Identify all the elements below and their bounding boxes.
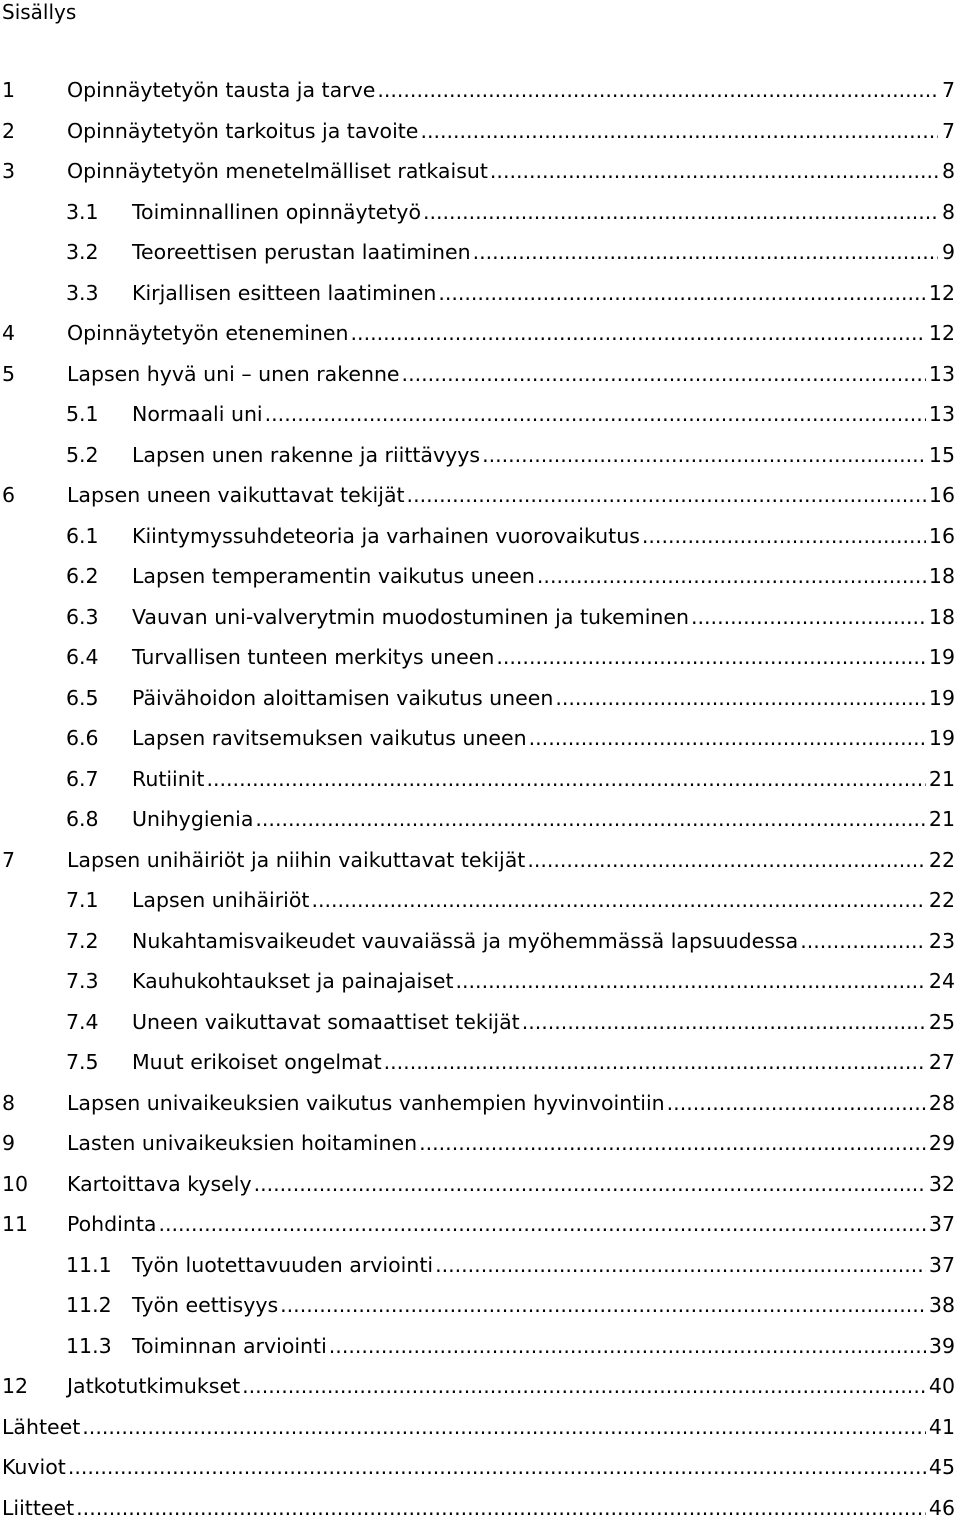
toc-entry-number: 6.7 xyxy=(66,767,132,791)
toc-entry-title: Lasten univaikeuksien hoitaminen xyxy=(67,1131,417,1155)
toc-entry[interactable] xyxy=(0,313,958,354)
toc-entry-number: 11 xyxy=(0,1212,67,1236)
toc-entry-number: 8 xyxy=(0,1091,67,1115)
toc-entry-title: Päivähoidon aloittamisen vaikutus uneen xyxy=(132,686,553,710)
dot-leader xyxy=(555,686,926,710)
toc-entry-page-number: 22 xyxy=(929,848,958,872)
toc-entry-title: Toiminnallinen opinnäytetyö xyxy=(132,200,421,224)
toc-entry-number: 2 xyxy=(0,119,67,143)
toc-entry-page-number: 16 xyxy=(929,483,958,507)
toc-entry-page-number: 8 xyxy=(941,200,958,224)
toc-entry-page-number: 21 xyxy=(929,767,958,791)
toc-entry-title: Lapsen unihäiriöt xyxy=(132,888,309,912)
dot-leader xyxy=(496,645,926,669)
toc-entry-title: Opinnäytetyön tarkoitus ja tavoite xyxy=(67,119,418,143)
toc-entry-title: Liitteet xyxy=(0,1496,74,1520)
dot-leader xyxy=(438,281,926,305)
toc-entry-title: Lapsen ravitsemuksen vaikutus uneen xyxy=(132,726,527,750)
dot-leader xyxy=(423,200,938,224)
toc-entry-number: 5.2 xyxy=(66,443,132,467)
dot-leader xyxy=(377,78,938,102)
toc-entry-title: Pohdinta xyxy=(67,1212,156,1236)
toc-entry-number: 3 xyxy=(0,159,67,183)
dot-leader xyxy=(407,483,926,507)
toc-entry-number: 6.4 xyxy=(66,645,132,669)
toc-entry[interactable] xyxy=(0,70,958,111)
toc-entry-title: Lapsen uneen vaikuttavat tekijät xyxy=(67,483,405,507)
toc-entry-page-number: 27 xyxy=(929,1050,958,1074)
toc-entry-page-number: 7 xyxy=(941,78,958,102)
dot-leader xyxy=(490,159,938,183)
toc-entry-page-number: 28 xyxy=(929,1091,958,1115)
toc-entry[interactable] xyxy=(0,1326,958,1367)
toc-entry[interactable] xyxy=(0,1083,958,1124)
dot-leader xyxy=(435,1253,926,1277)
toc-entry-title: Lapsen unen rakenne ja riittävyys xyxy=(132,443,480,467)
toc-entry-page-number: 12 xyxy=(929,281,958,305)
toc-entry-title: Kuviot xyxy=(0,1455,66,1479)
toc-entry[interactable] xyxy=(0,232,958,273)
toc-entry-page-number: 19 xyxy=(929,645,958,669)
toc-entry-title: Uneen vaikuttavat somaattiset tekijät xyxy=(132,1010,520,1034)
dot-leader xyxy=(456,969,926,993)
dot-leader xyxy=(527,848,926,872)
toc-entry-page-number: 40 xyxy=(929,1374,958,1398)
toc-entry-number: 6.8 xyxy=(66,807,132,831)
toc-entry-number: 6.2 xyxy=(66,564,132,588)
toc-entry-page-number: 23 xyxy=(929,929,958,953)
dot-leader xyxy=(68,1455,926,1479)
toc-entry-number: 7.3 xyxy=(66,969,132,993)
toc-entry[interactable] xyxy=(0,354,958,395)
dot-leader xyxy=(384,1050,926,1074)
toc-entry[interactable] xyxy=(0,1245,958,1286)
toc-entry-number: 7.4 xyxy=(66,1010,132,1034)
toc-entry[interactable] xyxy=(0,1407,958,1448)
dot-leader xyxy=(351,321,926,345)
toc-entry[interactable] xyxy=(0,961,958,1002)
toc-entry-number: 6.6 xyxy=(66,726,132,750)
toc-entry-page-number: 15 xyxy=(929,443,958,467)
toc-entry-page-number: 9 xyxy=(941,240,958,264)
toc-entry-title: Nukahtamisvaikeudet vauvaiässä ja myöhemmässä lapsuudessa xyxy=(132,929,798,953)
toc-entry[interactable] xyxy=(0,799,958,840)
toc-entry-page-number: 19 xyxy=(929,726,958,750)
toc-entry[interactable] xyxy=(0,1123,958,1164)
dot-leader xyxy=(420,119,938,143)
toc-entry-page-number: 41 xyxy=(929,1415,958,1439)
toc-entry-title: Kauhukohtaukset ja painajaiset xyxy=(132,969,454,993)
toc-entry-title: Unihygienia xyxy=(132,807,253,831)
dot-leader xyxy=(76,1496,926,1520)
toc-entry[interactable] xyxy=(0,516,958,557)
toc-entry[interactable] xyxy=(0,637,958,678)
toc-entry[interactable] xyxy=(0,1204,958,1245)
toc-entry[interactable] xyxy=(0,273,958,314)
toc-entry-number: 11.2 xyxy=(66,1293,132,1317)
dot-leader xyxy=(482,443,926,467)
toc-entry-page-number: 25 xyxy=(929,1010,958,1034)
toc-entry-page-number: 22 xyxy=(929,888,958,912)
toc-entry-title: Jatkotutkimukset xyxy=(67,1374,240,1398)
toc-entry-title: Rutiinit xyxy=(132,767,204,791)
toc-entry-page-number: 39 xyxy=(929,1334,958,1358)
toc-entry-title: Teoreettisen perustan laatiminen xyxy=(132,240,471,264)
toc-entry[interactable] xyxy=(0,1285,958,1326)
toc-entry-page-number: 37 xyxy=(929,1212,958,1236)
toc-entry-number: 9 xyxy=(0,1131,67,1155)
toc-entry[interactable] xyxy=(0,759,958,800)
toc-entry[interactable] xyxy=(0,556,958,597)
toc-entry[interactable] xyxy=(0,192,958,233)
toc-entry-title: Vauvan uni-valverytmin muodostuminen ja tukeminen xyxy=(132,605,689,629)
toc-entry-title: Lähteet xyxy=(0,1415,80,1439)
toc-entry[interactable] xyxy=(0,435,958,476)
table-of-contents xyxy=(0,70,958,1528)
dot-leader xyxy=(667,1091,926,1115)
toc-entry-number: 11.3 xyxy=(66,1334,132,1358)
dot-leader xyxy=(206,767,925,791)
toc-entry-page-number: 13 xyxy=(929,402,958,426)
toc-entry-number: 12 xyxy=(0,1374,67,1398)
dot-leader xyxy=(242,1374,926,1398)
toc-entry-number: 7.5 xyxy=(66,1050,132,1074)
toc-entry[interactable] xyxy=(0,475,958,516)
toc-entry-page-number: 8 xyxy=(941,159,958,183)
toc-entry-page-number: 45 xyxy=(929,1455,958,1479)
dot-leader xyxy=(537,564,926,588)
toc-entry-title: Opinnäytetyön eteneminen xyxy=(67,321,349,345)
toc-entry-title: Turvallisen tunteen merkitys uneen xyxy=(132,645,494,669)
toc-entry-page-number: 19 xyxy=(929,686,958,710)
toc-entry-page-number: 7 xyxy=(941,119,958,143)
toc-entry[interactable] xyxy=(0,718,958,759)
toc-entry-title: Lapsen unihäiriöt ja niihin vaikuttavat tekijät xyxy=(67,848,525,872)
toc-entry-title: Muut erikoiset ongelmat xyxy=(132,1050,382,1074)
dot-leader xyxy=(254,1172,926,1196)
toc-entry-page-number: 29 xyxy=(929,1131,958,1155)
toc-entry-page-number: 46 xyxy=(929,1496,958,1520)
dot-leader xyxy=(280,1293,926,1317)
toc-entry-title: Kartoittava kysely xyxy=(67,1172,252,1196)
toc-entry-number: 1 xyxy=(0,78,67,102)
toc-entry-number: 7 xyxy=(0,848,67,872)
toc-entry-title: Lapsen hyvä uni – unen rakenne xyxy=(67,362,400,386)
toc-entry[interactable] xyxy=(0,111,958,152)
toc-entry-number: 5 xyxy=(0,362,67,386)
dot-leader xyxy=(255,807,926,831)
dot-leader xyxy=(691,605,926,629)
toc-entry-number: 3.1 xyxy=(66,200,132,224)
toc-entry[interactable] xyxy=(0,678,958,719)
toc-entry-title: Normaali uni xyxy=(132,402,263,426)
toc-entry-page-number: 37 xyxy=(929,1253,958,1277)
toc-entry[interactable] xyxy=(0,1488,958,1528)
toc-entry[interactable] xyxy=(0,1002,958,1043)
toc-entry-number: 7.1 xyxy=(66,888,132,912)
dot-leader xyxy=(473,240,938,264)
toc-entry-number: 11.1 xyxy=(66,1253,132,1277)
toc-entry[interactable] xyxy=(0,597,958,638)
toc-entry-title: Lapsen temperamentin vaikutus uneen xyxy=(132,564,535,588)
toc-entry-title: Työn eettisyys xyxy=(132,1293,278,1317)
toc-entry-number: 6.1 xyxy=(66,524,132,548)
toc-entry-title: Kirjallisen esitteen laatiminen xyxy=(132,281,436,305)
toc-entry-number: 3.2 xyxy=(66,240,132,264)
toc-entry[interactable] xyxy=(0,880,958,921)
dot-leader xyxy=(402,362,926,386)
toc-entry-page-number: 32 xyxy=(929,1172,958,1196)
toc-entry-number: 5.1 xyxy=(66,402,132,426)
toc-entry-title: Työn luotettavuuden arviointi xyxy=(132,1253,433,1277)
dot-leader xyxy=(419,1131,926,1155)
toc-entry[interactable] xyxy=(0,1447,958,1488)
toc-entry-title: Lapsen univaikeuksien vaikutus vanhempien hyvinvointiin xyxy=(67,1091,665,1115)
toc-entry-title: Opinnäytetyön tausta ja tarve xyxy=(67,78,375,102)
toc-entry-page-number: 13 xyxy=(929,362,958,386)
toc-entry-number: 7.2 xyxy=(66,929,132,953)
dot-leader xyxy=(800,929,926,953)
dot-leader xyxy=(158,1212,925,1236)
toc-entry-page-number: 18 xyxy=(929,605,958,629)
dot-leader xyxy=(311,888,925,912)
toc-entry-title: Opinnäytetyön menetelmälliset ratkaisut xyxy=(67,159,488,183)
toc-entry[interactable] xyxy=(0,921,958,962)
dot-leader xyxy=(82,1415,926,1439)
toc-entry[interactable] xyxy=(0,840,958,881)
toc-entry-page-number: 16 xyxy=(929,524,958,548)
toc-entry[interactable] xyxy=(0,1366,958,1407)
dot-leader xyxy=(329,1334,926,1358)
toc-entry-number: 6.3 xyxy=(66,605,132,629)
toc-entry-page-number: 38 xyxy=(929,1293,958,1317)
toc-entry-number: 3.3 xyxy=(66,281,132,305)
toc-entry[interactable] xyxy=(0,151,958,192)
toc-entry-page-number: 18 xyxy=(929,564,958,588)
toc-entry-number: 4 xyxy=(0,321,67,345)
toc-entry[interactable] xyxy=(0,394,958,435)
dot-leader xyxy=(642,524,926,548)
page-title: Sisällys xyxy=(2,0,76,24)
toc-entry-page-number: 24 xyxy=(929,969,958,993)
toc-entry-title: Kiintymyssuhdeteoria ja varhainen vuorovaikutus xyxy=(132,524,640,548)
toc-entry-page-number: 12 xyxy=(929,321,958,345)
toc-entry-number: 6 xyxy=(0,483,67,507)
dot-leader xyxy=(522,1010,926,1034)
toc-entry[interactable] xyxy=(0,1164,958,1205)
toc-entry-number: 6.5 xyxy=(66,686,132,710)
toc-entry-title: Toiminnan arviointi xyxy=(132,1334,327,1358)
toc-entry-page-number: 21 xyxy=(929,807,958,831)
toc-entry-number: 10 xyxy=(0,1172,67,1196)
dot-leader xyxy=(529,726,926,750)
dot-leader xyxy=(265,402,926,426)
toc-entry[interactable] xyxy=(0,1042,958,1083)
